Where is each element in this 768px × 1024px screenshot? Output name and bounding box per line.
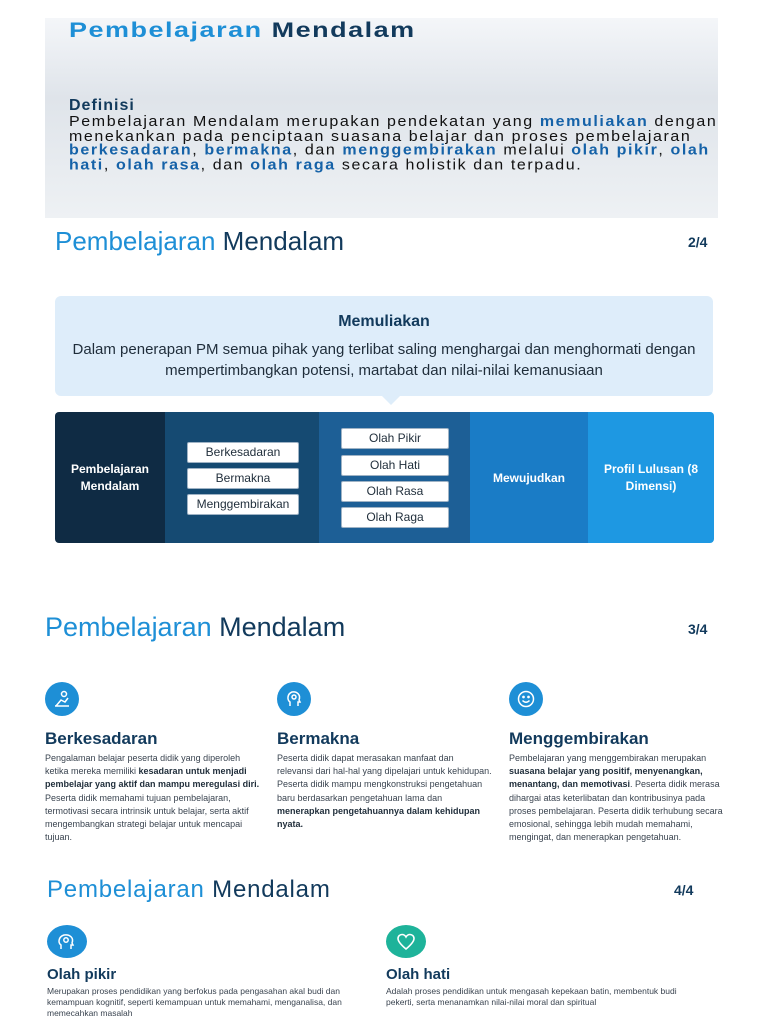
page-number: 2/4 [688,234,708,250]
definition-keyword: memuliakan [539,114,649,130]
slide3-title [45,612,345,643]
definition-segment: , [103,156,116,173]
emphasis-text: suasana belajar yang positif, menyenangkan, menantang, dan memotivasi [509,766,703,790]
column-text [45,752,260,844]
definition-segment: , [192,142,205,159]
definition-keyword: menggembirakan [342,142,498,159]
emphasis-text: kesadaran untuk menjadi pembelajar yang aktif dan mampu meregulasi diri. [45,766,260,790]
definition-text [69,115,719,172]
principle-chip: Berkesadaran [187,442,299,463]
olah-chip: Olah Hati [341,455,449,476]
title-word-1: Pembelajaran [69,18,263,42]
definition-segment: melalui [497,142,572,159]
definition-keyword: olah raga [250,156,336,173]
callout-text: Dalam penerapan PM semua pihak yang terlibat saling menghargai dan menghormati dengan mempertimbangkan potensi, martabat dan nilai-nilai kemanusiaan [72,341,696,379]
callout-title: Memuliakan [338,313,430,330]
flow-end: Profil Lulusan (8 Dimensi) [588,412,714,543]
emphasis-text: menerapkan pengetahuannya dalam kehidupan nyata. [277,805,481,830]
brain-gear-icon [47,925,87,958]
olah-chip: Olah Rasa [341,481,449,502]
column-heading: Menggembirakan [509,729,649,748]
menggembirakan-column [509,682,724,844]
page-number: 4/4 [674,882,694,898]
slide2-title [55,226,344,257]
definition-segment: Pembelajaran Mendalam merupakan pendekatan yang [69,114,540,130]
column-text: Merupakan proses pendidikan yang berfokus pada pengasahan akal budi dan kemampuan kognitif, seperti kemampuan untuk memahami, menganalisa, dan memecahkan masalah [47,986,342,1018]
flow-start: Pembelajaran Mendalam [55,412,165,543]
column-text [509,752,724,844]
slide1-title [69,18,416,43]
column-heading: Olah pikir [47,966,117,983]
definition-keyword: olah hati [69,142,710,173]
olah-chip: Olah Pikir [341,428,449,449]
column-text: Adalah proses pendidikan untuk mengasah kepekaan batin, membentuk budi pekerti, serta menanamkan nilai-nilai moral dan spiritual [386,986,677,1007]
title-word-2: Mendalam [271,18,416,42]
slide-definition [45,18,718,218]
definition-segment: , dan [200,156,251,173]
definition-keyword: olah pikir [571,142,659,159]
definition-label: Definisi [69,97,135,114]
definition-segment: , dan [292,142,343,159]
title-word-1: Pembelajaran [55,226,216,256]
olah-hati-column [386,925,706,1008]
title-word-1: Pembelajaran [45,612,212,642]
principles-segment [165,412,319,543]
definition-keyword: bermakna [204,142,293,159]
column-heading: Berkesadaran [45,729,158,748]
definition-segment: dengan menekankan pada penciptaan suasana belajar dan proses pembelajaran [69,114,718,144]
definition-segment: secara holistik dan terpadu. [335,156,583,173]
body-text: Peserta didik memahami tujuan pembelajaran, termotivasi secara intrinsik untuk belajar, serta aktif mengembangkan strategi belajar untuk mencapai tujuan. [45,792,249,843]
mindful-person-icon [45,682,79,716]
flow-middle: Mewujudkan [470,412,588,543]
definition-keyword: berkesadaran [69,142,193,159]
principle-chip: Menggembirakan [187,494,299,515]
head-lightbulb-icon [277,682,311,716]
slide4-title [47,876,331,904]
definition-segment: , [658,142,671,159]
page-number: 3/4 [688,621,708,637]
body-text: Pembelajaran yang menggembirakan merupakan [509,753,707,763]
title-word-2: Mendalam [219,612,346,642]
title-word-2: Mendalam [222,226,345,256]
principle-chip: Bermakna [187,468,299,489]
definition-keyword: olah rasa [115,156,201,173]
body-text: Peserta didik dapat merasakan manfaat dan relevansi dari hal-hal yang dipelajari untuk kehidupan. Peserta didik mampu mengkonstruksi pengetahuan baru berdasarkan pengetahuan lama dan [277,753,492,803]
bermakna-column [277,682,492,831]
body-text: Pengalaman belajar peserta didik yang diperoleh ketika mereka memiliki [45,753,241,777]
memuliakan-callout [55,296,713,396]
title-word-1: Pembelajaran [47,876,205,903]
smiley-icon [509,682,543,716]
title-word-2: Mendalam [212,876,331,903]
column-heading: Bermakna [277,729,360,748]
olah-segment [319,412,470,543]
berkesadaran-column [45,682,260,844]
olah-chip: Olah Raga [341,507,449,528]
body-text: . Peserta didik merasa dihargai atas keterlibatan dan kontribusinya pada proses pembelajaran. Peserta didik terhubung secara emosional, sehingga lebih mudah memahami, mengingat, dan menerapkan pengetahuan. [509,779,723,843]
column-text [277,752,492,831]
heart-icon [386,925,426,958]
column-heading: Olah hati [386,966,451,983]
flow-diagram [55,412,714,543]
olah-pikir-column [47,925,367,1019]
